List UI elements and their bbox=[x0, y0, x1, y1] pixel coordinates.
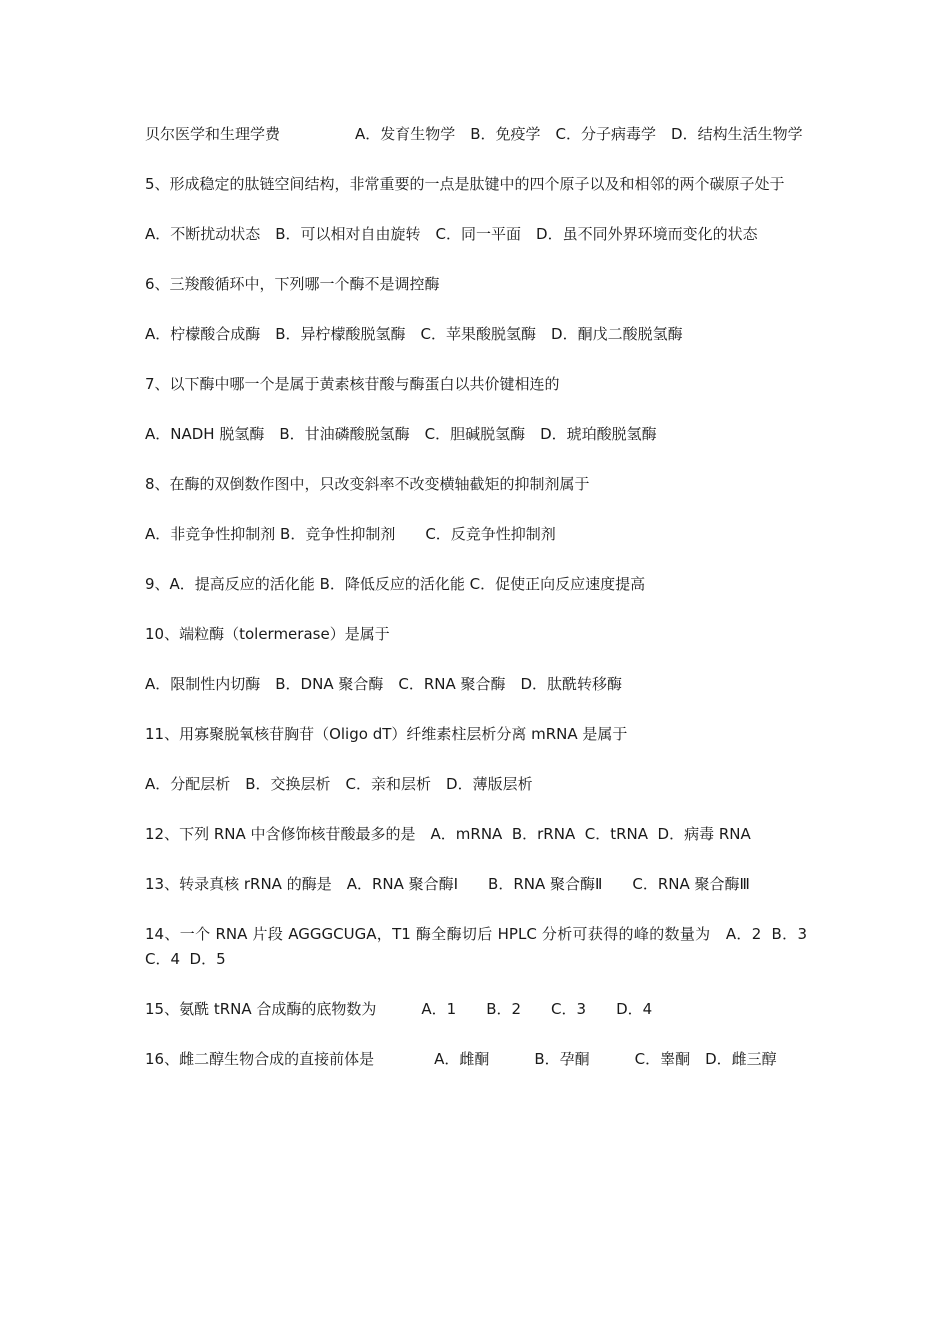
question-16: 16、雌二醇生物合成的直接前体是 A．雌酮 B．孕酮 C．睾酮 D．雌三醇 bbox=[145, 1050, 777, 1068]
question-14: 14、一个 RNA 片段 AGGGCUGA，T1 酶全酶切后 HPLC 分析可获得的峰的数量为 A．2 B．3 C．4 D．5 bbox=[145, 925, 817, 968]
document-body bbox=[145, 122, 817, 1097]
question-11-options: A．分配层析 B．交换层析 C．亲和层析 D．薄版层析 bbox=[145, 775, 533, 793]
question-5-options: A．不断扰动状态 B．可以相对自由旋转 C．同一平面 D．虽不同外界环境而变化的状态 bbox=[145, 225, 758, 243]
question-13: 13、转录真核 rRNA 的酶是 A．RNA 聚合酶Ⅰ B．RNA 聚合酶Ⅱ C．RNA 聚合酶Ⅲ bbox=[145, 875, 750, 893]
question-7-stem: 7、以下酶中哪一个是属于黄素核苷酸与酶蛋白以共价键相连的 bbox=[145, 375, 560, 393]
question-continuation-text: 贝尔医学和生理学费 A．发育生物学 B．免疫学 C．分子病毒学 D．结构生活生物学 bbox=[145, 125, 803, 143]
question-8-options: A．非竞争性抑制剂 B．竞争性抑制剂 C．反竞争性抑制剂 bbox=[145, 525, 556, 543]
question-9: 9、A．提高反应的活化能 B．降低反应的活化能 C．促使正向反应速度提高 bbox=[145, 575, 646, 593]
question-10-options: A．限制性内切酶 B．DNA 聚合酶 C．RNA 聚合酶 D．肽酰转移酶 bbox=[145, 675, 623, 693]
question-5-stem: 5、形成稳定的肽链空间结构，非常重要的一点是肽键中的四个原子以及和相邻的两个碳原子处于 bbox=[145, 175, 785, 193]
question-15: 15、氨酰 tRNA 合成酶的底物数为 A．1 B．2 C．3 D．4 bbox=[145, 1000, 653, 1018]
question-8-stem: 8、在酶的双倒数作图中，只改变斜率不改变横轴截矩的抑制剂属于 bbox=[145, 475, 590, 493]
question-7-options: A．NADH 脱氢酶 B．甘油磷酸脱氢酶 C．胆碱脱氢酶 D．琥珀酸脱氢酶 bbox=[145, 425, 657, 443]
question-6-options: A．柠檬酸合成酶 B．异柠檬酸脱氢酶 C．苹果酸脱氢酶 D．酮戊二酸脱氢酶 bbox=[145, 325, 683, 343]
question-11-stem: 11、用寡聚脱氧核苷胸苷（Oligo dT）纤维素柱层析分离 mRNA 是属于 bbox=[145, 725, 628, 743]
question-6-stem: 6、三羧酸循环中，下列哪一个酶不是调控酶 bbox=[145, 275, 440, 293]
question-10-stem: 10、端粒酶（tolermerase）是属于 bbox=[145, 625, 390, 643]
question-12: 12、下列 RNA 中含修饰核苷酸最多的是 A．mRNA B．rRNA C．tRNA D．病毒 RNA bbox=[145, 825, 751, 843]
